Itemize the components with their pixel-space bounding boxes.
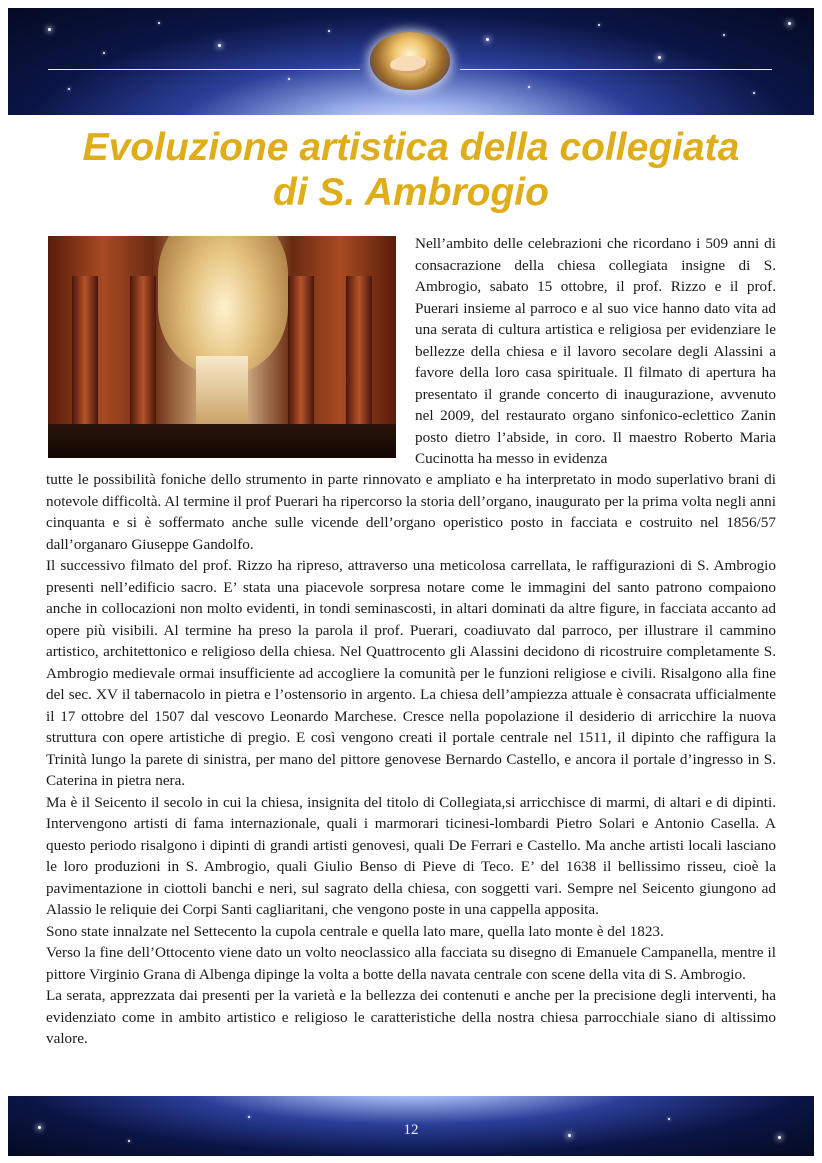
star-decoration [668, 1118, 670, 1120]
star-decoration [528, 86, 530, 88]
body-paragraph: Sono state innalzate nel Settecento la cupola centrale e quella lato mare, quella lato monte è del 1823. [46, 922, 664, 940]
star-decoration [128, 1140, 130, 1142]
star-decoration [68, 88, 70, 90]
star-decoration [288, 78, 290, 80]
star-decoration [218, 44, 221, 47]
star-decoration [103, 52, 105, 54]
star-decoration [753, 92, 755, 94]
intro-paragraph: Nell’ambito delle celebrazioni che ricordano i 509 anni di consacrazione della chiesa collegiata insigne di S. Ambrogio, sabato 15 ottobre, il prof. Rizzo e il prof. Puerari insieme al parroco e al suo vice hanno dato vita ad una serata di cultura artistica e religiosa per evidenziare le bellezze della chiesa e il lavoro secolare degli Alassini a favore della loro casa spirituale. Il filmato di apertura ha presentato il grande concerto di inaugurazione, avvenuto nel 2009, del restaurato organo sinfonico-eclettico Zanin posto dietro l’abside, in coro. Il maestro Roberto Maria Cucinotta ha messo in evidenza [415, 235, 776, 467]
photo-altar [196, 356, 248, 426]
header-rule-left [48, 69, 360, 70]
article-title-line-1: Evoluzione artistica della collegiata [82, 126, 740, 169]
star-decoration [158, 22, 160, 24]
article-title-line-2: di S. Ambrogio [273, 171, 549, 214]
star-decoration [486, 38, 489, 41]
nativity-child-icon [370, 32, 450, 90]
body-paragraph: La serata, apprezzata dai presenti per la varietà e la bellezza dei contenuti e anche per la precisione degli interventi, ha evidenziato come in ambito artistico e religioso le caratteristiche della nostra chiesa parrocchiale siano di altissimo valore. [46, 987, 776, 1047]
star-decoration [658, 56, 661, 59]
header-rule-right [460, 69, 772, 70]
infant-figure [390, 56, 430, 74]
star-decoration [48, 28, 51, 31]
church-interior-photo [48, 236, 396, 458]
article-body [46, 469, 776, 1050]
star-decoration [788, 22, 791, 25]
star-decoration [598, 24, 600, 26]
star-decoration [328, 30, 330, 32]
photo-floor [48, 424, 396, 458]
header-banner [8, 8, 814, 115]
body-paragraph: Verso la fine dell’Ottocento viene dato un volto neoclassico alla facciata su disegno di Emanuele Campanella, mentre il pittore Virginio Grana di Albenga dipinge la volta a botte della navata centrale con scene della vita di S. Ambrogio. [46, 944, 776, 983]
star-decoration [723, 34, 725, 36]
page-number: 12 [403, 1122, 419, 1138]
photo-vault [158, 236, 288, 376]
body-paragraph: tutte le possibilità foniche dello strumento in parte rinnovato e ampliato e ha interpretato in modo superlativo brani di notevole difficoltà. Al termine il prof Puerari ha ripercorso la storia dell’organo, inaugurato per la prima volta negli anni cinquanta e si è soffermato anche sulle vicende dell’organo operistico posto in facciata e costruito nel 1856/57 dall’organaro Giuseppe Gandolfo. [46, 471, 776, 553]
star-decoration [248, 1116, 250, 1118]
body-paragraph: Ma è il Seicento il secolo in cui la chiesa, insignita del titolo di Collegiata,si arricchisce di marmi, di altari e di dipinti. Intervengono artisti di fama internazionale, quali i marmorari ticinesi-lombardi Pietro Solari e Antonio Casella. A questo periodo risalgono i dipinti di grandi artisti genovesi, quali De Ferrari e Castello. Ma anche artisti locali lasciano le loro produzioni in S. Ambrogio, quali Giulio Benso di Pieve di Teco. E’ del 1638 il bellissimo risseu, cioè la pavimentazione in ciottoli banchi e neri, sul sagrato della chiesa, con soggetti vari. Sempre nel Seicento giungono ad Alassio le reliquie dei Corpi Santi cagliaritani, che vengono poste in una cappella apposita. [46, 793, 776, 918]
body-paragraph: Il successivo filmato del prof. Rizzo ha ripreso, attraverso una meticolosa carrellata, le raffigurazioni di S. Ambrogio presenti nell’edificio sacro. E’ stata una piacevole sorpresa notare come le immagini del santo patrono compaiono anche in collocazioni non molto evidenti, in tondi seminascosti, in altari dominati da altre figure, in facciata accanto ad opere più visibili. Al termine ha preso la parola il prof. Puerari, coadiuvato dal parroco, per illustrare il cammino artistico, architettonico e religioso della chiesa. Nel Quattrocento gli Alassini decidono di ricostruire completamente S. Ambrogio medievale ormai insufficiente ad accogliere la comunità per le funzioni religiose e civili. Risalgono alla fine del sec. XV il tabernacolo in pietra e l’ostensorio in argento. La chiesa dell’ampiezza attuale è consacrata ufficialmente il 17 ottobre del 1507 dal vescovo Leonardo Marchese. Cresce nella popolazione il desiderio di arricchire la nuova struttura con opere artistiche di pregio. E così vengono creati il portale centrale nel 1511, il dipinto che raffigura la Trinità lungo la parete di sinistra, per mano del pittore genovese Bernardo Castello, e ancora il portale d’ingresso in S. Caterina in pietra nera. [46, 557, 776, 789]
